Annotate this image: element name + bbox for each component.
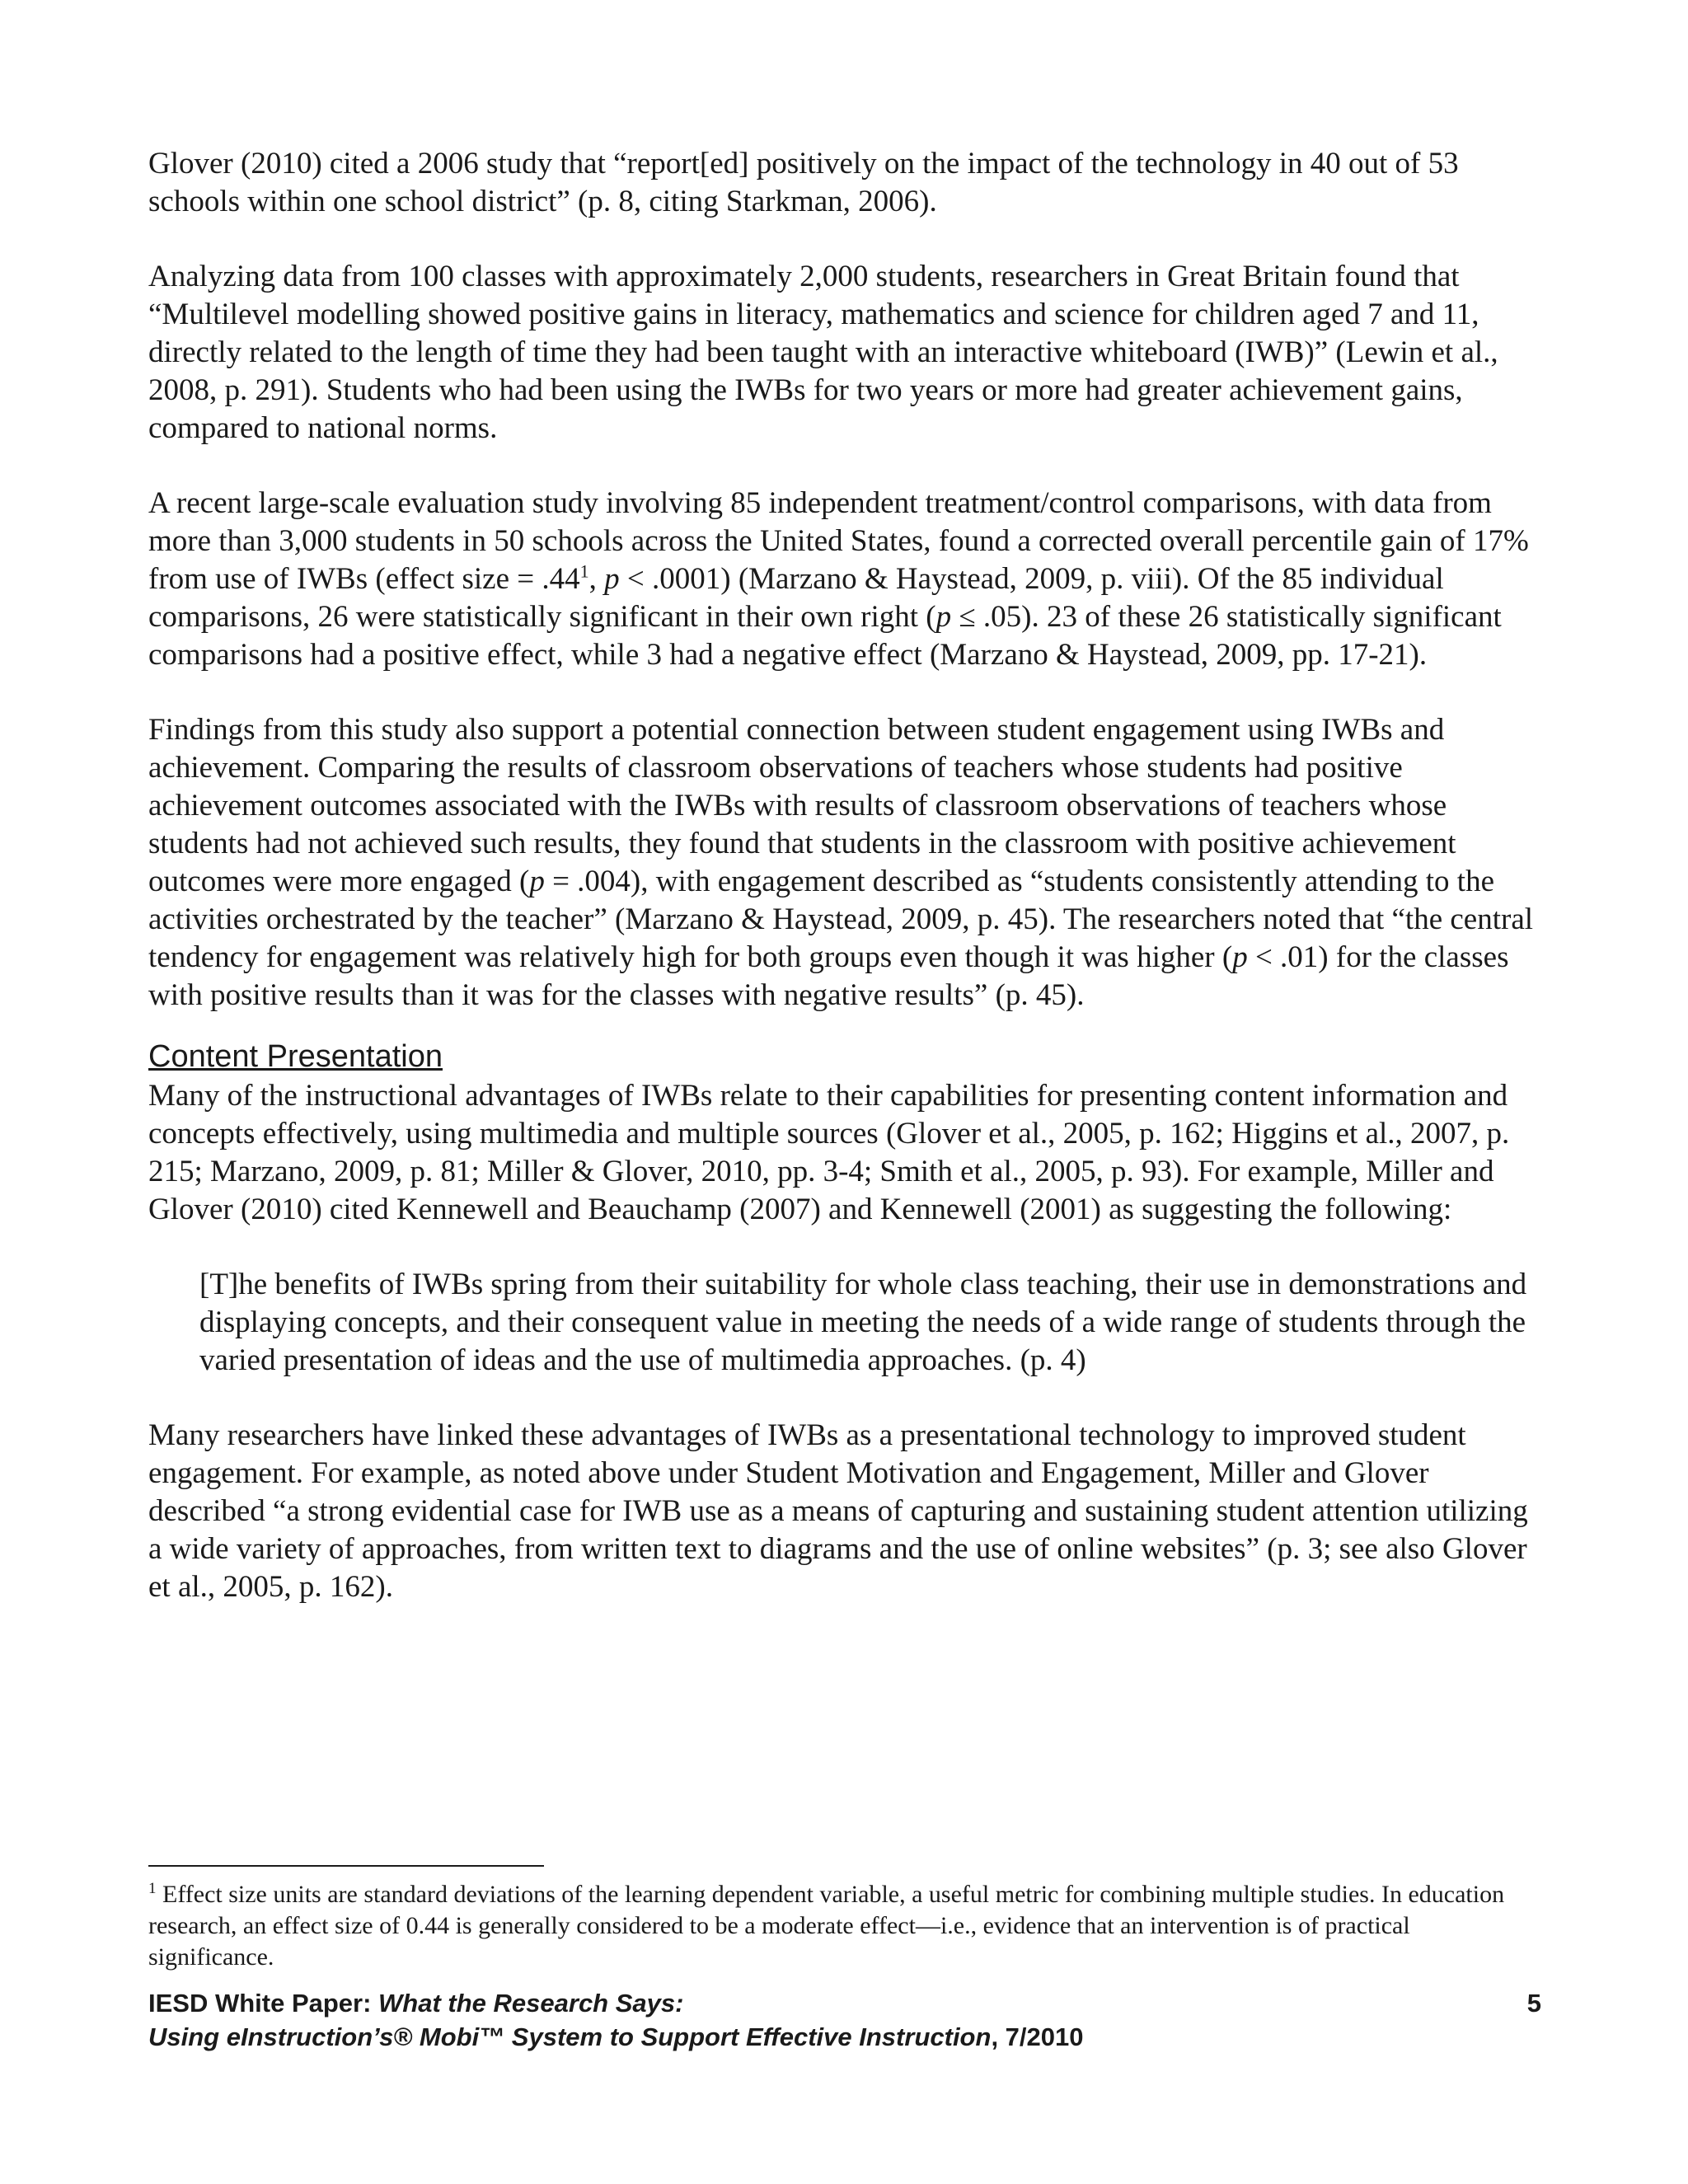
footnote-text: Effect size units are standard deviations of the learning dependent variable, a useful metric for combining multiple studies. In education research, an effect size of 0.44 is generally considered to be a moderate effect—i.e., evidence that an intervention is of practical significance. — [148, 1881, 1505, 1971]
paragraph-2: Analyzing data from 100 classes with approximately 2,000 students, researchers in Great Britain found that “Multilevel modelling showed positive gains in literacy, mathematics and science for children aged 7 and 11, directly related to the length of time they had been taught with an interactive whiteboard (IWB)” (Lewin et al., 2008, p. 291). Students who had been using the IWBs for two years or more had greater achievement gains, compared to national norms. — [148, 260, 1498, 445]
paragraph-4: Findings from this study also support a potential connection between student engagement using IWBs and achievement. Comparing the results of classroom observations of teachers whose students had positive achievement outcomes associated with the IWBs with results of classroom observations of teachers whose students had not achieved such results, they found that students in the classroom with positive achievement outcomes were more engaged (p = .004), with engagement described as “students consistently attending to the activities orchestrated by the teacher” (Marzano & Haystead, 2009, p. 45). The researchers noted that “the central tendency for engagement was relatively high for both groups even though it was higher (p < .01) for the classes with positive results than it was for the classes with negative results” (p. 45). — [148, 713, 1534, 1012]
paragraph-1: Glover (2010) cited a 2006 study that “report[ed] positively on the impact of the technology in 40 out of 53 schools within one school district” (p. 8, citing Starkman, 2006). — [148, 147, 1459, 218]
paragraph-6: Many researchers have linked these advantages of IWBs as a presentational technology to improved student engagement. For example, as noted above under Student Motivation and Engagement, Miller and Glover described “a strong evidential case for IWB use as a means of capturing and sustaining student attention utilizing a wide variety of approaches, from written text to diagrams and the use of online websites” (p. 3; see also Glover et al., 2005, p. 162). — [148, 1418, 1528, 1604]
paragraph-3: A recent large-scale evaluation study involving 85 independent treatment/control comparisons, with data from more than 3,000 students in 50 schools across the United States, found a corrected overall percentile gain of 17% from use of IWBs (effect size = $.44^1$, p < .0001) (Marzano & Haystead, 2009, p. viii). Of the 85 individual comparisons, 26 were statistically significant in their own right (p ≤ .05). 23 of these 26 statistically significant comparisons had a positive effect, while 3 had a negative effect (Marzano & Haystead, 2009, pp. 17-21). — [148, 486, 1529, 672]
footnote-reference[interactable]: 1 — [579, 560, 589, 582]
footer-line-2: Using eInstruction’s® Mobi™ System to Support Effective Instruction, 7/2010 — [148, 2022, 1084, 2051]
footer-line-1: IESD White Paper: What the Research Says: — [148, 1989, 684, 2018]
footnote-divider — [148, 1865, 544, 1867]
block-quote: [T]he benefits of IWBs spring from their suitability for whole class teaching, their use in demonstrations and displaying concepts, and their consequent value in meeting the needs of a wide range of students through the varied presentation of ideas and the use of multimedia approaches. (p. 4) — [199, 1268, 1527, 1377]
footnote — [148, 1879, 1541, 1973]
page-number: 5 — [1526, 1989, 1541, 2018]
page-footer — [148, 1986, 1541, 2054]
section-heading: Content Presentation — [148, 1039, 443, 1074]
paragraph-5: Many of the instructional advantages of IWBs relate to their capabilities for presenting content information and concepts effectively, using multimedia and multiple sources (Glover et al., 2005, p. 162; Higgins et al., 2007, p. 215; Marzano, 2009, p. 81; Miller & Glover, 2010, pp. 3-4; Smith et al., 2005, p. 93). For example, Miller and Glover (2010) cited Kennewell and Beauchamp (2007) and Kennewell (2001) as suggesting the following: — [148, 1079, 1510, 1226]
footnote-mark: 1 — [148, 1880, 157, 1897]
body-text — [148, 145, 1541, 1643]
